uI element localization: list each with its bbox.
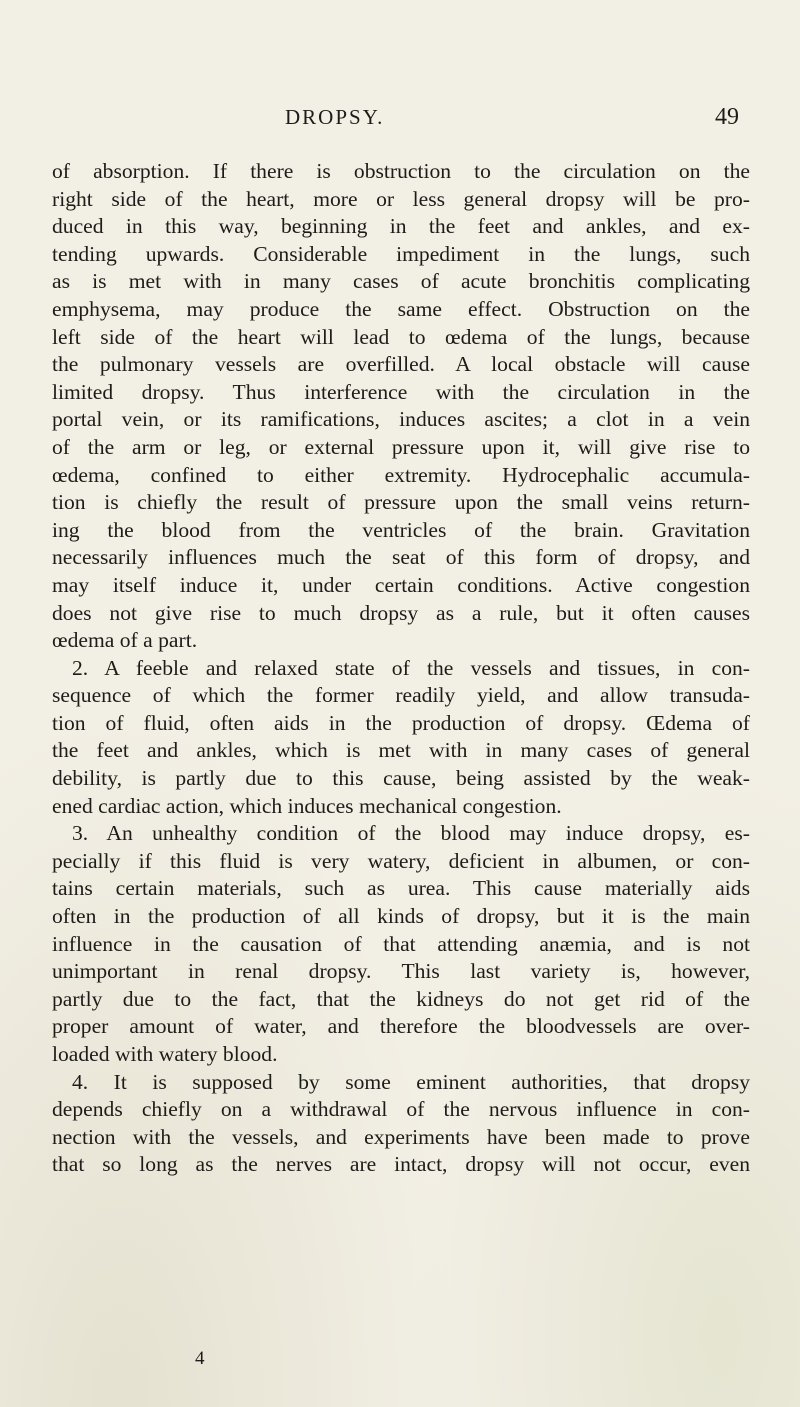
running-head: DROPSY. [285,105,385,129]
text-line: 2. A feeble and relaxed state of the vessels and tissues, in con- [72,655,750,680]
text-line: debility, is partly due to this cause, being assisted by the weak- [52,766,750,791]
text-line: ened cardiac action, which induces mechanical congestion. [52,793,562,818]
text-line: that so long as the nerves are intact, dropsy will not occur, even [52,1152,750,1177]
text-line: tion of fluid, often aids in the production of dropsy. Œdema of [52,710,750,735]
text-line: does not give rise to much dropsy as a rule, but it often causes [52,600,750,625]
text-line: duced in this way, beginning in the feet and ankles, and ex- [52,214,750,239]
text-line: œdema, confined to either extremity. Hydrocephalic accumula- [52,462,750,487]
text-line: emphysema, may produce the same effect. Obstruction on the [52,296,750,321]
text-line: right side of the heart, more or less general dropsy will be pro- [52,186,750,211]
text-line: left side of the heart will lead to œdema of the lungs, because [52,324,750,349]
text-line: loaded with watery blood. [52,1042,278,1066]
text-line: ing the blood from the ventricles of the brain. Gravitation [52,517,750,542]
text-line: necessarily influences much the seat of this form of dropsy, and [52,545,750,570]
text-line: as is met with in many cases of acute bronchitis complicating [52,269,750,294]
text-line: sequence of which the former readily yield, and allow transuda- [52,683,750,708]
text-line: proper amount of water, and therefore the bloodvessels are over- [52,1014,750,1039]
text-line: œdema of a part. [52,628,198,653]
page-footer [0,1347,800,1371]
text-line: of absorption. If there is obstruction to the circulation on the [52,159,750,183]
text-line: unimportant in renal dropsy. This last variety is, however, [52,959,750,984]
body-text [52,158,750,1179]
text-line: 3. An unhealthy condition of the blood may induce dropsy, es- [72,821,750,846]
text-line: the pulmonary vessels are overfilled. A local obstacle will cause [52,352,750,377]
text-line: influence in the causation of that attending anæmia, and is not [52,931,750,956]
page-number: 49 [715,104,739,130]
text-line: limited dropsy. Thus interference with the circulation in the [52,379,750,404]
text-line: pecially if this fluid is very watery, deficient in albumen, or con- [52,848,750,873]
text-line: of the arm or leg, or external pressure upon it, will give rise to [52,434,750,459]
text-line: partly due to the fact, that the kidneys do not get rid of the [52,986,750,1011]
text-line: portal vein, or its ramifications, induces ascites; a clot in a vein [52,407,750,432]
signature-mark: 4 [195,1348,205,1369]
text-line: depends chiefly on a withdrawal of the nervous influence in con- [52,1097,750,1122]
text-line: tion is chiefly the result of pressure upon the small veins return- [52,490,750,515]
page-header [0,100,800,134]
text-line: often in the production of all kinds of dropsy, but it is the main [52,904,750,929]
text-line: tending upwards. Considerable impediment in the lungs, such [52,241,750,266]
text-line: nection with the vessels, and experiments have been made to prove [52,1124,750,1149]
text-line: tains certain materials, such as urea. This cause materially aids [52,876,750,901]
text-line: may itself induce it, under certain conditions. Active congestion [52,572,750,597]
text-line: the feet and ankles, which is met with in many cases of general [52,738,750,763]
text-line: 4. It is supposed by some eminent authorities, that dropsy [72,1069,750,1094]
